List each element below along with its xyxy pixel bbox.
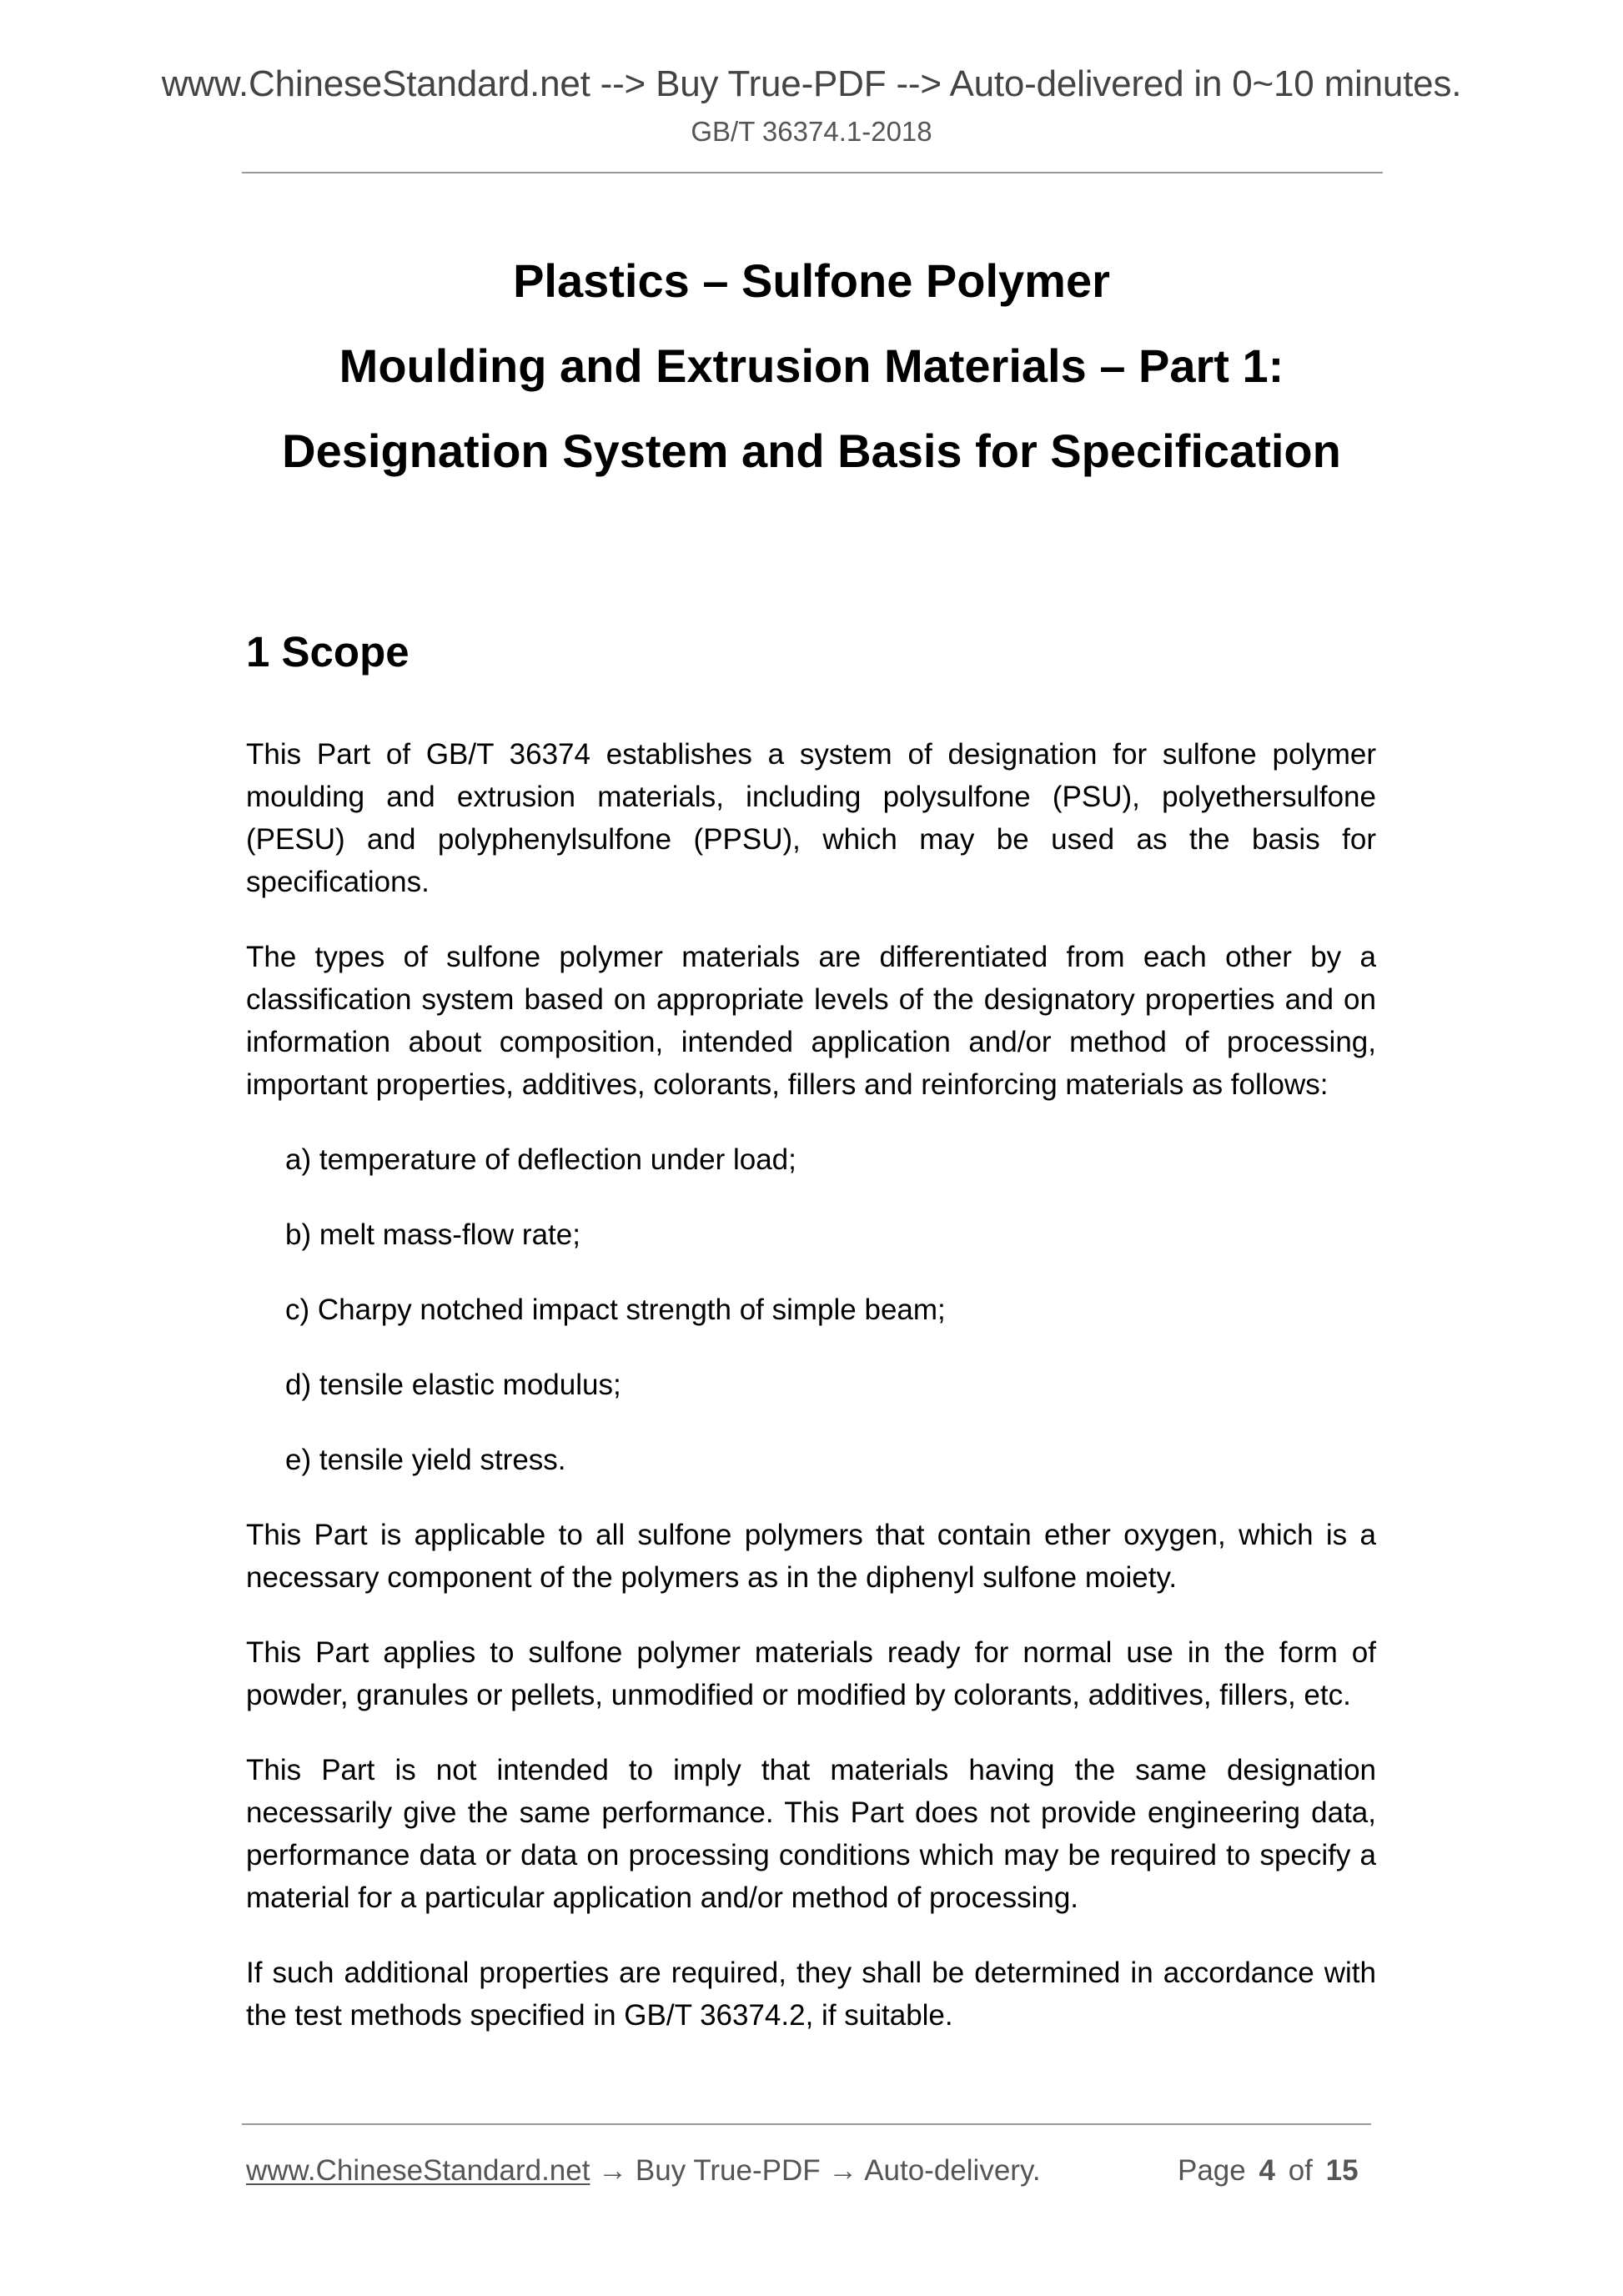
paragraph: If such additional properties are required, they shall be determined in accordance with the test methods specified in GB/T 36374.2, if suitable. xyxy=(246,1957,1376,2032)
title-line-2: Moulding and Extrusion Materials – Part 1: xyxy=(339,339,1284,392)
page-label: Page xyxy=(1178,2154,1246,2187)
list-item: e) tensile yield stress. xyxy=(285,1444,566,1476)
arrow-right-icon: → xyxy=(820,2154,865,2187)
page-indicator xyxy=(1178,2154,1359,2188)
paragraph: The types of sulfone polymer materials are differentiated from each other by a classification system based on appropriate levels of the designatory properties and on information about composition, intended application and/or method of processing, important properties, additives, colorants, fillers and reinforcing materials as follows: xyxy=(246,941,1376,1101)
designatory-properties-list xyxy=(246,1138,1376,1481)
footer-buy-text: Buy True-PDF xyxy=(635,2154,821,2187)
list-item: d) tensile elastic modulus; xyxy=(285,1369,621,1401)
paragraph: This Part is not intended to imply that materials having the same designation necessarily give the same performance. This Part does not provide engineering data, performance data or data on processing conditions which may be required to specify a material for a particular application and/or method of processing. xyxy=(246,1754,1376,1914)
header-divider xyxy=(242,172,1383,173)
list-item: b) melt mass-flow rate; xyxy=(285,1218,580,1251)
title-line-1: Plastics – Sulfone Polymer xyxy=(513,254,1110,307)
list-item: a) temperature of deflection under load; xyxy=(285,1143,796,1176)
footer-promo xyxy=(246,2154,1041,2188)
paragraph: This Part applies to sulfone polymer materials ready for normal use in the form of powder, granules or pellets, unmodified or modified by colorants, additives, fillers, etc. xyxy=(246,1636,1376,1711)
page-total: 15 xyxy=(1325,2154,1359,2187)
document-title xyxy=(0,239,1623,494)
standard-code: GB/T 36374.1-2018 xyxy=(691,116,932,147)
header-banner: www.ChineseStandard.net --> Buy True-PDF --> Auto-delivered in 0~10 minutes. xyxy=(161,63,1462,104)
paragraph: This Part of GB/T 36374 establishes a system of designation for sulfone polymer moulding and extrusion materials, including polysulfone (PSU), polyethersulfone (PESU) and polyphenylsulfone (PPSU), which may be used as the basis for specifications. xyxy=(246,738,1376,898)
footer-site-link[interactable]: www.ChineseStandard.net xyxy=(246,2154,590,2187)
page-of: of xyxy=(1288,2154,1313,2187)
arrow-right-icon: → xyxy=(590,2154,636,2187)
footer-delivery-text: Auto-delivery. xyxy=(864,2154,1041,2187)
section-body xyxy=(246,733,1376,2069)
title-line-3: Designation System and Basis for Specification xyxy=(282,425,1341,477)
section-heading-scope: 1 Scope xyxy=(246,628,410,676)
footer-divider xyxy=(242,2123,1371,2125)
page-current: 4 xyxy=(1259,2154,1275,2187)
paragraph: This Part is applicable to all sulfone polymers that contain ether oxygen, which is a necessary component of the polymers as in the diphenyl sulfone moiety. xyxy=(246,1519,1376,1594)
list-item: c) Charpy notched impact strength of simple beam; xyxy=(285,1294,946,1326)
